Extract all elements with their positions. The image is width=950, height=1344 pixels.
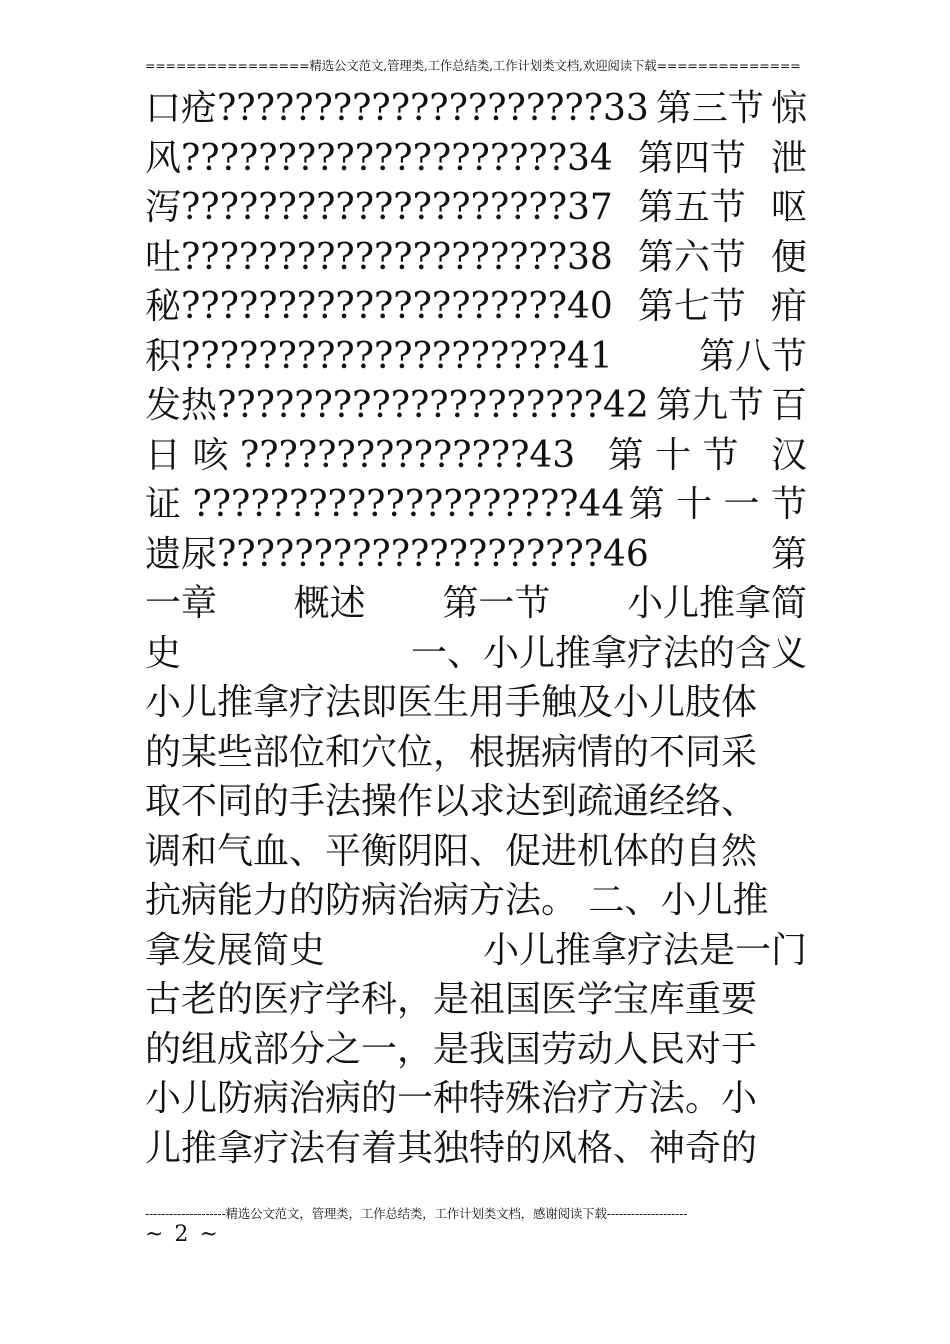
page-header: ================精选公文范文,管理类,工作总结类,工作计划类文档,欢迎阅读下载============== (145, 58, 801, 73)
document-body (145, 84, 807, 1173)
text-segment: 取不同的手法操作以求达到疏通经络、 (145, 781, 758, 822)
text-line (145, 233, 807, 283)
text-segment: 日 咳 ???????????????43 (145, 434, 576, 476)
text-line (145, 629, 807, 679)
text-segment: 遗尿????????????????????46 (145, 533, 649, 575)
text-segment: 儿推拿疗法有着其独特的风格、神奇的 (145, 1127, 758, 1169)
text-segment: 第一节 (442, 583, 551, 624)
text-segment: 口疮????????????????????33 (145, 88, 649, 129)
text-segment: 一章 (145, 583, 218, 624)
text-segment: 调和气血、平衡阴阳、促进机体的自然 (145, 830, 758, 872)
text-segment: 第九节 (655, 385, 764, 426)
text-segment: 发热????????????????????42 (145, 385, 649, 426)
text-segment: 泻????????????????????37 (145, 187, 613, 228)
text-line (145, 282, 807, 332)
text-segment: 小儿推拿简 (626, 583, 807, 624)
text-segment: 第 (770, 533, 807, 575)
text-segment: 第 十 节 (607, 434, 739, 476)
text-line (145, 827, 807, 877)
text-line (145, 381, 807, 431)
text-line (145, 1025, 807, 1075)
text-line (145, 134, 807, 184)
text-segment: 古老的医疗学科，是祖国医学宝库重要 (145, 979, 758, 1020)
text-segment: 小儿推拿疗法即医生用手触及小儿肢体 (145, 682, 758, 723)
page-number: ~ 2 ~ (145, 1222, 220, 1247)
text-segment: 小儿推拿疗法是一门 (482, 929, 807, 971)
text-segment: 第三节 (655, 88, 764, 129)
text-segment: 第八节 (698, 335, 807, 377)
text-segment: 第 十 一 节 (628, 484, 807, 525)
text-line (145, 530, 807, 580)
text-line (145, 926, 807, 976)
text-line (145, 183, 807, 233)
text-segment: 吐????????????????????38 (145, 236, 613, 278)
text-line (145, 728, 807, 778)
text-segment: 泄 (770, 137, 807, 179)
text-line (145, 678, 807, 728)
text-line (145, 876, 807, 926)
text-segment: 便 (770, 236, 807, 278)
text-line (145, 1074, 807, 1124)
text-segment: 惊 (770, 88, 807, 129)
text-line (145, 975, 807, 1025)
text-segment: 秘????????????????????40 (145, 286, 613, 327)
text-segment: 证 ????????????????????44 (145, 484, 625, 525)
text-line (145, 1124, 807, 1174)
text-segment: 第四节 (637, 137, 746, 179)
text-segment: 抗病能力的防病治病方法。 二、小儿推 (145, 880, 769, 921)
text-segment: 的组成部分之一，是我国劳动人民对于 (145, 1028, 758, 1070)
page-footer: --------------------精选公文范文，管理类，工作总结类，工作计划类文档，感谢阅读下载-------------------- (145, 1206, 688, 1221)
text-segment: 拿发展简史 (145, 929, 326, 971)
text-segment: 呕 (770, 187, 807, 228)
text-segment: 第六节 (637, 236, 746, 278)
text-segment: 汉 (770, 434, 807, 476)
text-line (145, 579, 807, 629)
text-segment: 一、小儿推拿疗法的含义 (410, 632, 807, 674)
text-segment: 的某些部位和穴位，根据病情的不同采 (145, 731, 758, 773)
text-segment: 第五节 (637, 187, 746, 228)
text-segment: 史 (145, 632, 182, 674)
text-segment: 概述 (293, 583, 366, 624)
text-segment: 第七节 (637, 286, 746, 327)
text-line (145, 84, 807, 134)
text-segment: 疳 (770, 286, 807, 327)
text-line (145, 431, 807, 481)
text-segment: 风????????????????????34 (145, 137, 613, 179)
text-segment: 积????????????????????41 (145, 335, 613, 377)
text-segment: 百 (770, 385, 807, 426)
text-line (145, 777, 807, 827)
text-segment: 小儿防病治病的一种特殊治疗方法。小 (145, 1078, 758, 1119)
text-line (145, 332, 807, 382)
text-line (145, 480, 807, 530)
